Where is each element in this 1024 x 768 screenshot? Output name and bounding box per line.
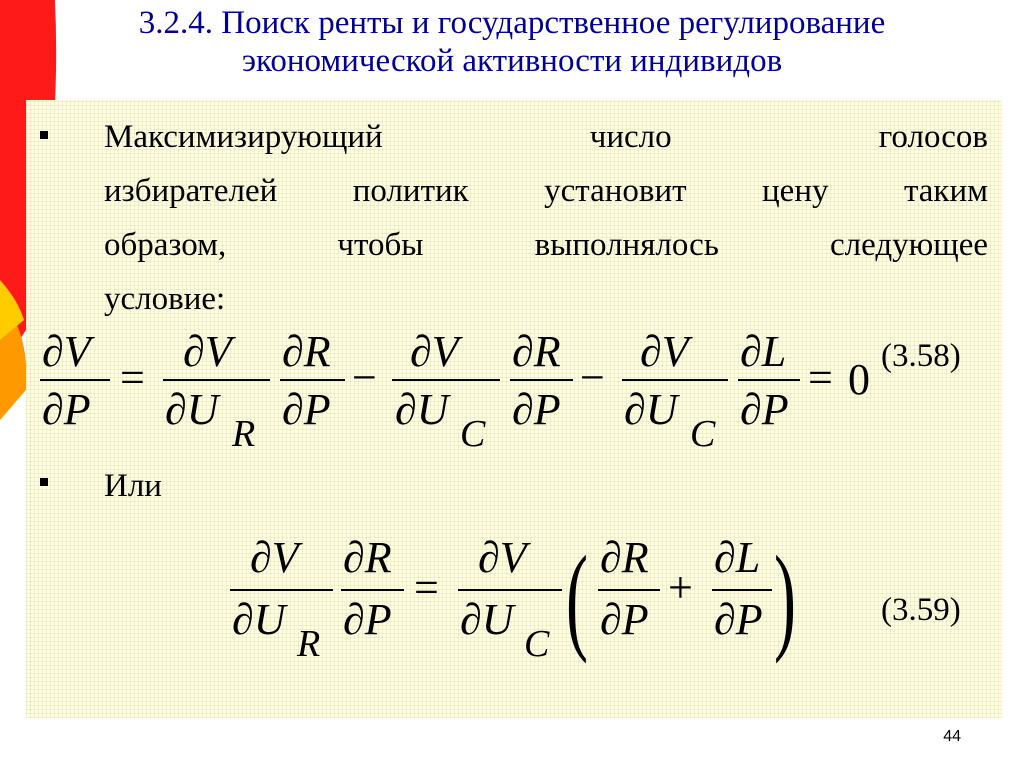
title-line-2: экономической активности индивидов bbox=[241, 43, 783, 79]
subscript-R: R bbox=[297, 623, 321, 665]
eq2-den-4: ∂P bbox=[600, 595, 649, 644]
eq2-num-3: ∂V bbox=[478, 533, 527, 582]
bullet-1-line-2: избирателей политик установит цену таким bbox=[104, 173, 988, 209]
equation-3-59 bbox=[0, 528, 1024, 668]
equation-3-58 bbox=[0, 320, 1024, 460]
eq1-num-2: ∂V bbox=[183, 327, 232, 376]
eq2-num-5: ∂L bbox=[714, 533, 761, 582]
plus-sign: + bbox=[668, 563, 693, 612]
bullet-text-1 bbox=[104, 110, 988, 326]
eq1-den-7: ∂P bbox=[740, 385, 789, 434]
subscript-C: C bbox=[690, 413, 716, 455]
eq1-num-1: ∂V bbox=[42, 327, 91, 376]
eq1-den-6: ∂U bbox=[624, 385, 678, 434]
zero-value: 0 bbox=[848, 355, 870, 404]
eq1-den-5: ∂P bbox=[512, 385, 561, 434]
equation-number-3-58: (3.58) bbox=[881, 338, 961, 374]
minus-sign: − bbox=[580, 353, 605, 402]
minus-sign: − bbox=[352, 353, 377, 402]
subscript-C: C bbox=[460, 413, 486, 455]
eq2-num-1: ∂V bbox=[250, 533, 299, 582]
eq1-den-3: ∂P bbox=[282, 385, 331, 434]
eq1-num-5: ∂R bbox=[512, 327, 561, 376]
eq1-num-4: ∂V bbox=[410, 327, 459, 376]
bullet-text-2: Или bbox=[104, 468, 162, 504]
equals-sign: = bbox=[808, 353, 833, 402]
bullet-1-line-3: образом, чтобы выполнялось следующее bbox=[104, 227, 988, 263]
bullet-marker bbox=[40, 131, 48, 139]
bullet-1-line-1: Максимизирующий число голосов bbox=[104, 119, 988, 155]
eq2-num-4: ∂R bbox=[600, 533, 649, 582]
equals-sign: = bbox=[414, 563, 439, 612]
bullet-marker bbox=[40, 478, 48, 486]
bullet-1-line-4: условие: bbox=[104, 281, 226, 317]
eq2-num-2: ∂R bbox=[343, 533, 392, 582]
eq1-den-2: ∂U bbox=[165, 385, 219, 434]
eq2-den-3: ∂U bbox=[460, 595, 514, 644]
eq2-den-5: ∂P bbox=[714, 595, 763, 644]
subscript-R: R bbox=[232, 413, 256, 455]
eq1-den-4: ∂U bbox=[395, 385, 449, 434]
close-parenthesis: ) bbox=[773, 531, 796, 665]
eq1-num-7: ∂L bbox=[740, 327, 787, 376]
slide-title bbox=[0, 4, 1024, 80]
eq1-den-1: ∂P bbox=[42, 385, 91, 434]
eq2-den-1: ∂U bbox=[232, 595, 286, 644]
open-parenthesis: ( bbox=[566, 531, 588, 665]
eq1-num-6: ∂V bbox=[640, 327, 689, 376]
eq1-num-3: ∂R bbox=[282, 327, 331, 376]
subscript-C: C bbox=[524, 623, 550, 665]
title-line-1: 3.2.4. Поиск ренты и государственное регулирование bbox=[138, 5, 886, 41]
equals-sign: = bbox=[120, 353, 145, 402]
equation-number-3-59: (3.59) bbox=[881, 592, 961, 628]
eq2-den-2: ∂P bbox=[343, 595, 392, 644]
page-number: 44 bbox=[943, 728, 961, 745]
